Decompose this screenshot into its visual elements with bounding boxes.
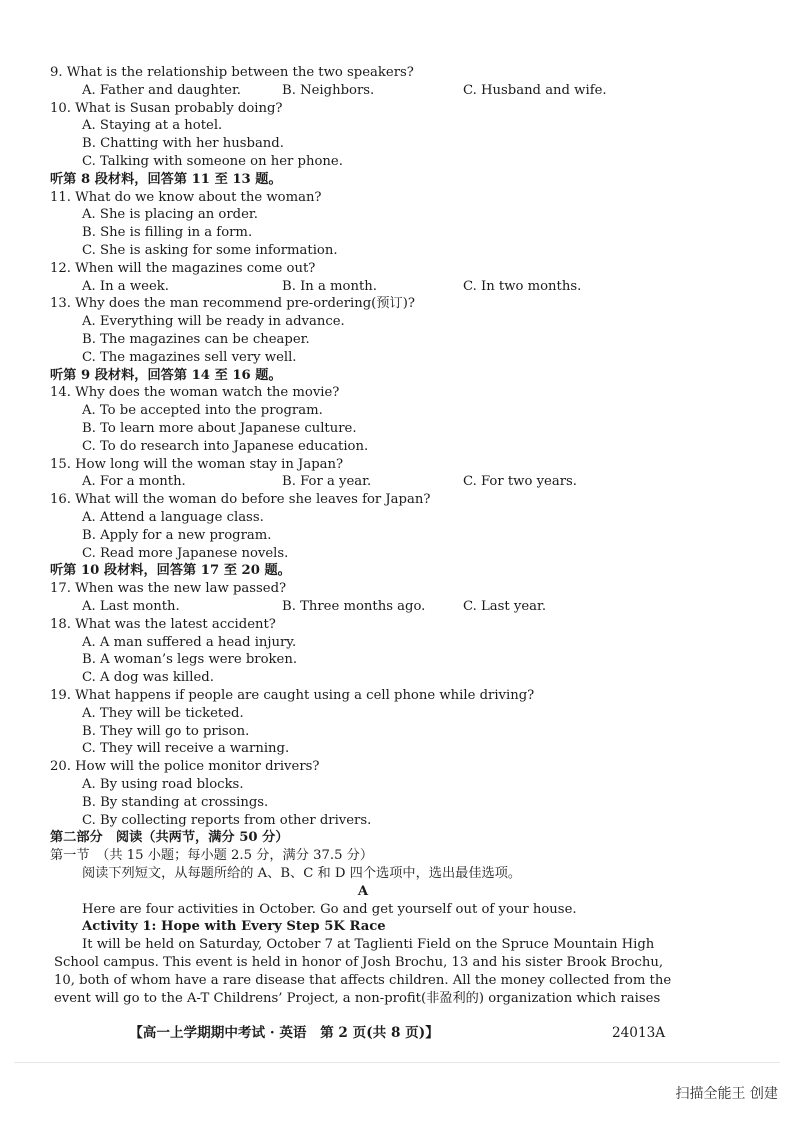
section-instruction: 听第 10 段材料，回答第 17 至 20 题。 <box>50 563 291 579</box>
options-row <box>0 349 794 367</box>
answer-option: C. She is asking for some information. <box>82 243 338 258</box>
options-row <box>0 438 794 456</box>
options-row <box>0 313 794 331</box>
passage-text: School campus. This event is held in honor of Josh Brochu, 13 and his sister Brook Brochu, <box>54 955 664 970</box>
page-footer <box>0 1023 794 1043</box>
passage-intro <box>0 901 794 919</box>
paragraph-line <box>0 954 794 972</box>
activity-heading <box>0 918 794 936</box>
answer-option: A. Father and daughter. <box>82 82 241 98</box>
question-text: 19. What happens if people are caught using a cell phone while driving? <box>50 688 535 703</box>
options-row <box>0 705 794 723</box>
question-row <box>0 100 794 118</box>
question-row <box>0 758 794 776</box>
answer-option: A. By using road blocks. <box>82 777 244 792</box>
options-row <box>0 224 794 242</box>
scanner-watermark: 扫描全能王 创建 <box>675 1086 778 1102</box>
answer-option: B. Chatting with her husband. <box>82 136 284 152</box>
answer-option: B. A woman’s legs were broken. <box>82 652 298 668</box>
options-row <box>0 420 794 438</box>
options-row <box>0 153 794 171</box>
question-text: 20. How will the police monitor drivers? <box>50 759 320 775</box>
options-row <box>0 135 794 153</box>
paragraph-line <box>0 990 794 1008</box>
passage-letter-row <box>0 883 794 901</box>
answer-option: B. By standing at crossings. <box>82 794 269 810</box>
answer-option: C. In two months. <box>463 278 582 294</box>
answer-option: C. Husband and wife. <box>463 82 607 98</box>
answer-option: B. The magazines can be cheaper. <box>82 332 310 347</box>
answer-option: A. For a month. <box>82 474 186 490</box>
question-row <box>0 384 794 402</box>
reading-part-header <box>0 829 794 847</box>
options-row <box>0 402 794 420</box>
options-row <box>0 242 794 260</box>
question-text: 13. Why does the man recommend pre-ordering(预订)? <box>50 296 415 312</box>
question-row <box>0 687 794 705</box>
answer-option: A. Everything will be ready in advance. <box>82 314 345 330</box>
question-text: 14. Why does the woman watch the movie? <box>50 385 340 401</box>
options-row <box>0 794 794 812</box>
listening-section-header <box>0 562 794 580</box>
answer-option: C. Last year. <box>463 599 547 614</box>
answer-option: B. They will go to prison. <box>82 723 250 739</box>
options-row <box>0 117 794 135</box>
answer-option: A. Last month. <box>82 599 180 614</box>
answer-option: C. A dog was killed. <box>82 670 214 686</box>
question-row <box>0 64 794 82</box>
answer-option: A. Attend a language class. <box>82 510 264 525</box>
answer-option: A. She is placing an order. <box>82 207 258 223</box>
paragraph-line <box>0 936 794 954</box>
question-text: 16. What will the woman do before she leaves for Japan? <box>50 492 431 508</box>
question-text: 15. How long will the woman stay in Japan? <box>50 456 344 472</box>
options-row <box>0 278 794 296</box>
question-text: 12. When will the magazines come out? <box>50 260 316 276</box>
reading-instruction <box>0 865 794 883</box>
answer-option: A. In a week. <box>82 278 169 294</box>
question-row <box>0 491 794 509</box>
footer-title: 【高一上学期期中考试 · 英语 第 2 页(共 8 页)】 <box>129 1025 439 1041</box>
answer-option: B. Apply for a new program. <box>82 527 272 543</box>
options-row <box>0 812 794 830</box>
question-text: 18. What was the latest accident? <box>50 616 276 632</box>
paragraph-line <box>0 972 794 990</box>
intro-text: Here are four activities in October. Go and get yourself out of your house. <box>82 901 577 917</box>
answer-option: C. By collecting reports from other drivers. <box>82 812 372 828</box>
section-instruction: 听第 9 段材料，回答第 14 至 16 题。 <box>50 367 282 383</box>
instruction-text: 阅读下列短文，从每题所给的 A、B、C 和 D 四个选项中，选出最佳选项。 <box>82 866 522 881</box>
answer-option: B. To learn more about Japanese culture. <box>82 421 357 436</box>
answer-option: A. They will be ticketed. <box>82 705 244 721</box>
options-row <box>0 473 794 491</box>
question-row <box>0 580 794 598</box>
reading-section-header <box>0 847 794 865</box>
answer-option: A. A man suffered a head injury. <box>82 634 297 650</box>
options-row <box>0 723 794 741</box>
options-row <box>0 776 794 794</box>
question-text: 17. When was the new law passed? <box>50 581 287 597</box>
section-title: 第一节 （共 15 小题；每小题 2.5 分，满分 37.5 分） <box>50 848 374 864</box>
answer-option: B. For a year. <box>282 474 372 490</box>
answer-option: A. To be accepted into the program. <box>82 403 323 419</box>
answer-option: C. They will receive a warning. <box>82 741 290 757</box>
answer-option: C. The magazines sell very well. <box>82 349 297 365</box>
answer-option: C. Read more Japanese novels. <box>82 545 289 561</box>
options-row <box>0 651 794 669</box>
question-row <box>0 456 794 474</box>
section-instruction: 听第 8 段材料，回答第 11 至 13 题。 <box>50 171 282 187</box>
exam-code: 24013A <box>612 1025 666 1041</box>
answer-option: C. To do research into Japanese education. <box>82 438 369 454</box>
passage-text: 10, both of whom have a rare disease that affects children. All the money collected from the <box>54 972 672 988</box>
answer-option: B. Three months ago. <box>282 599 426 614</box>
options-row <box>0 740 794 758</box>
activity-title: Activity 1: Hope with Every Step 5K Race <box>82 919 386 935</box>
question-row <box>0 189 794 207</box>
options-row <box>0 206 794 224</box>
options-row <box>0 598 794 616</box>
question-row <box>0 616 794 634</box>
passage-letter: A <box>357 883 369 899</box>
answer-option: B. She is filling in a form. <box>82 225 253 241</box>
options-row <box>0 669 794 687</box>
options-row <box>0 634 794 652</box>
options-row <box>0 509 794 527</box>
options-row <box>0 331 794 349</box>
question-text: 9. What is the relationship between the two speakers? <box>50 65 414 80</box>
question-row <box>0 260 794 278</box>
listening-section-header <box>0 367 794 385</box>
part-title: 第二部分 阅读（共两节，满分 50 分） <box>50 830 289 846</box>
passage-text: It will be held on Saturday, October 7 at Taglienti Field on the Spruce Mountain High <box>82 937 655 953</box>
options-row <box>0 545 794 563</box>
answer-option: C. For two years. <box>463 474 577 490</box>
listening-section-header <box>0 171 794 189</box>
options-row <box>0 82 794 100</box>
options-row <box>0 527 794 545</box>
question-row <box>0 295 794 313</box>
divider <box>14 1062 780 1063</box>
answer-option: C. Talking with someone on her phone. <box>82 154 343 169</box>
answer-option: B. Neighbors. <box>282 82 375 98</box>
passage-text: event will go to the A-T Childrens’ Project, a non-profit(非盈利的) organization which raises <box>54 990 661 1006</box>
answer-option: A. Staying at a hotel. <box>82 118 223 134</box>
question-text: 11. What do we know about the woman? <box>50 189 322 205</box>
answer-option: B. In a month. <box>282 278 377 294</box>
question-text: 10. What is Susan probably doing? <box>50 100 283 116</box>
